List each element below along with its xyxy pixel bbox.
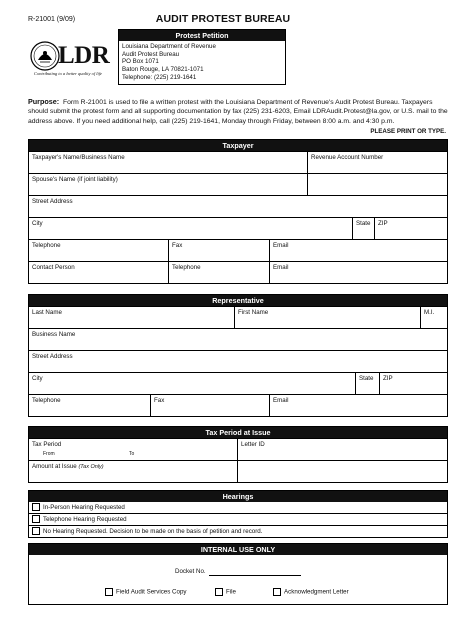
rep-mi-field[interactable]: M.I. <box>420 307 447 328</box>
to-label: To <box>129 451 135 457</box>
tax-period-header: Tax Period at Issue <box>29 427 447 438</box>
taxpayer-row-phone <box>29 239 447 261</box>
email-field[interactable]: Email <box>269 240 447 261</box>
hearing-option-in-person[interactable] <box>29 502 447 513</box>
rep-zip-field[interactable]: ZIP <box>379 373 447 394</box>
checkbox[interactable] <box>32 515 40 523</box>
internal-use-section <box>28 543 448 605</box>
address-line: PO Box 1071 <box>122 58 159 66</box>
address-line: Telephone: (225) 219-1641 <box>122 73 197 81</box>
taxpayer-row-street <box>29 195 447 217</box>
spouse-name-field[interactable]: Spouse's Name (if joint liability) <box>32 176 118 183</box>
purpose-label: Purpose: <box>28 97 60 106</box>
purpose-paragraph <box>28 97 448 126</box>
checkbox[interactable] <box>273 588 281 596</box>
ack-letter-label: Acknowledgment Letter <box>284 588 349 596</box>
hearing-option-telephone[interactable] <box>29 513 447 525</box>
form-number: R-21001 (9/09) <box>28 16 76 23</box>
spouse-blank-field[interactable] <box>307 174 447 195</box>
address-line: Louisiana Department of Revenue <box>122 43 216 50</box>
address-box <box>118 29 286 85</box>
rep-fax-field[interactable]: Fax <box>150 395 269 416</box>
fax-field[interactable]: Fax <box>168 240 269 261</box>
rep-business-field[interactable]: Business Name <box>32 331 76 338</box>
zip-field[interactable]: ZIP <box>374 218 447 239</box>
form-title: AUDIT PROTEST BUREAU <box>155 13 291 25</box>
city-field[interactable]: City <box>32 220 43 227</box>
hearing-option-label: No Hearing Requested. Decision to be made on the basis of petition and record. <box>43 528 263 535</box>
rep-street-field[interactable]: Street Address <box>32 353 73 360</box>
checkbox[interactable] <box>32 503 40 511</box>
address-line: Baton Rouge, LA 70821-1071 <box>122 66 204 74</box>
telephone-field[interactable]: Telephone <box>32 242 61 249</box>
from-label: From <box>43 451 55 457</box>
revenue-account-field[interactable]: Revenue Account Number <box>307 152 447 173</box>
rep-email-field[interactable]: Email <box>269 395 447 416</box>
rep-telephone-field[interactable]: Telephone <box>32 397 61 404</box>
letter-id-field[interactable]: Letter ID <box>237 439 447 460</box>
street-address-field[interactable]: Street Address <box>32 198 73 205</box>
rep-row-city <box>29 372 447 394</box>
contact-person-field[interactable]: Contact Person <box>32 264 75 271</box>
field-audit-label: Field Audit Services Copy <box>116 588 187 596</box>
logo-tagline: Contributing to a better quality of life <box>34 71 102 76</box>
tax-period-section <box>28 426 448 483</box>
representative-section <box>28 294 448 417</box>
taxpayer-section <box>28 139 448 284</box>
hearing-option-label: Telephone Hearing Requested <box>43 516 127 523</box>
purpose-text: Form R-21001 is used to file a written protest with the Louisiana Department of Revenue's Audit Protest Bureau. Taxpayers should submit the protest form and all supporting documentation by fax (225) 231-6203, Email LDRAudit.Protest@la.gov, or U.S. mail to the address above. If you need additional help, call (225) 219-1641, Monday through Friday, between 8:00 a.m. and 4:30 p.m. <box>28 99 448 125</box>
field-audit-option[interactable] <box>105 588 187 596</box>
taxpayer-row-contact <box>29 261 447 283</box>
state-field[interactable]: State <box>352 218 374 239</box>
logo-text: LDR <box>58 42 110 69</box>
representative-header: Representative <box>29 295 447 306</box>
hearings-header: Hearings <box>29 491 447 502</box>
amount-label: Amount at Issue <box>32 463 77 470</box>
taxpayer-name-field[interactable]: Taxpayer's Name/Business Name <box>32 154 125 161</box>
rep-first-name-field[interactable]: First Name <box>234 307 420 328</box>
file-option[interactable] <box>215 588 236 596</box>
rep-row-business <box>29 328 447 350</box>
rep-state-field[interactable]: State <box>355 373 379 394</box>
contact-email-field[interactable]: Email <box>269 262 447 283</box>
file-label: File <box>226 588 236 596</box>
rep-row-street <box>29 350 447 372</box>
rep-city-field[interactable]: City <box>32 375 43 382</box>
tax-period-field[interactable] <box>29 439 237 460</box>
docket-row <box>175 568 301 576</box>
amount-at-issue-field[interactable] <box>29 461 237 482</box>
amount-note: (Tax Only) <box>78 464 104 470</box>
docket-input[interactable] <box>209 568 301 576</box>
hearings-section <box>28 490 448 538</box>
amount-row <box>29 460 447 482</box>
docket-label: Docket No. <box>175 568 206 575</box>
print-note: PLEASE PRINT OR TYPE. <box>370 128 446 135</box>
tax-period-row <box>29 438 447 460</box>
taxpayer-header: Taxpayer <box>29 140 447 151</box>
ack-letter-option[interactable] <box>273 588 349 596</box>
rep-last-name-field[interactable]: Last Name <box>32 309 62 316</box>
rep-row-name <box>29 306 447 328</box>
hearing-option-none[interactable] <box>29 525 447 537</box>
checkbox[interactable] <box>105 588 113 596</box>
amount-blank-field[interactable] <box>237 461 447 482</box>
address-line: Audit Protest Bureau <box>122 50 180 58</box>
tax-period-label: Tax Period <box>32 441 62 448</box>
ldr-logo <box>28 34 114 86</box>
address-box-title: Protest Petition <box>119 30 285 41</box>
contact-telephone-field[interactable]: Telephone <box>168 262 269 283</box>
checkbox[interactable] <box>215 588 223 596</box>
rep-row-phone <box>29 394 447 416</box>
taxpayer-row-city <box>29 217 447 239</box>
internal-use-header: INTERNAL USE ONLY <box>29 544 447 555</box>
taxpayer-row-spouse <box>29 173 447 195</box>
checkbox[interactable] <box>32 527 40 535</box>
hearing-option-label: In-Person Hearing Requested <box>43 504 125 511</box>
taxpayer-row-name <box>29 151 447 173</box>
